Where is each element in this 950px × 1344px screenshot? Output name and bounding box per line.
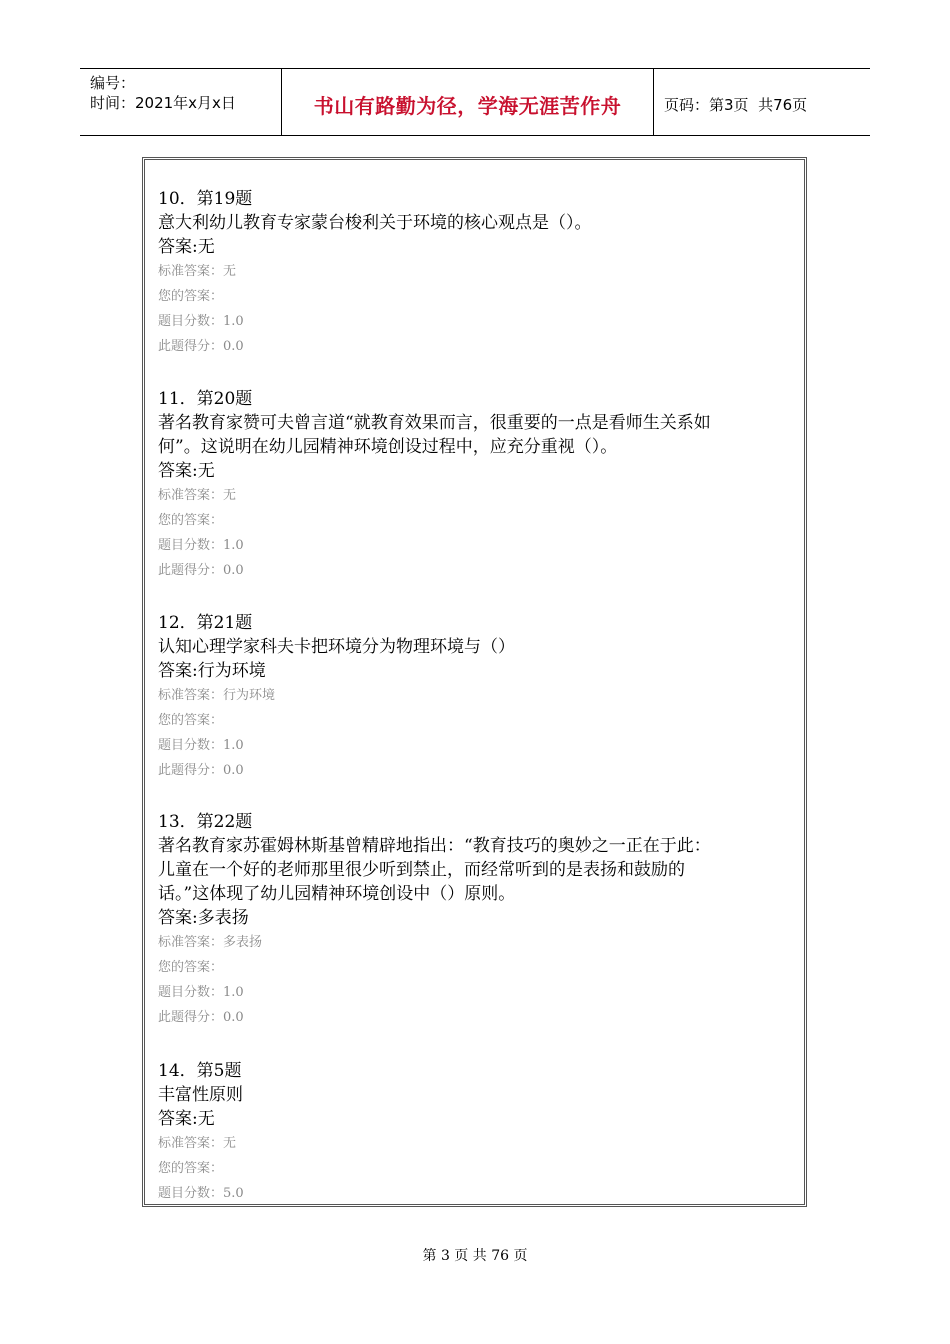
question-title: 12．第21题: [158, 613, 253, 633]
standard-answer: 标准答案：多表扬: [158, 935, 263, 950]
answer-line: 答案:无: [158, 1109, 215, 1129]
question-item: [158, 611, 798, 783]
question-stem: 认知心理学家科夫卡把环境分为物理环境与（）: [158, 637, 515, 657]
standard-answer: 标准答案：无: [158, 1136, 237, 1151]
question-item: [158, 187, 798, 359]
page-number-header: [654, 69, 870, 135]
standard-answer: 标准答案：行为环境: [158, 688, 276, 703]
question-stem: 意大利幼儿教育专家蒙台梭利关于环境的核心观点是（）。: [158, 213, 592, 233]
answer-line: 答案:无: [158, 461, 215, 481]
question-item: [158, 1059, 798, 1206]
question-score: 题目分数：1.0: [158, 738, 244, 753]
standard-answer: 标准答案：无: [158, 264, 237, 279]
question-item: [158, 810, 798, 1030]
earned-score: 此题得分：0.0: [158, 763, 244, 778]
question-title: 14．第5题: [158, 1061, 242, 1081]
question-score: 题目分数：1.0: [158, 985, 244, 1000]
question-list-box: [142, 157, 807, 1207]
code-label: 编号：: [90, 74, 136, 92]
your-answer: 您的答案：: [158, 1161, 224, 1176]
question-title: 11．第20题: [158, 389, 253, 409]
your-answer: 您的答案：: [158, 513, 224, 528]
page-label: 页码：第3页 共76页: [664, 95, 808, 114]
question-stem: 丰富性原则: [158, 1085, 243, 1105]
question-stem: 儿童在一个好的老师那里很少听到禁止，而经常听到的是表扬和鼓励的: [158, 860, 685, 880]
question-score: 题目分数：1.0: [158, 538, 244, 553]
date-label: 时间：2021年x月x日: [90, 94, 236, 112]
question-item: [158, 387, 798, 583]
earned-score: 此题得分：0.0: [158, 1010, 244, 1025]
your-answer: 您的答案：: [158, 960, 224, 975]
your-answer: 您的答案：: [158, 713, 224, 728]
question-title: 13．第22题: [158, 812, 253, 832]
standard-answer: 标准答案：无: [158, 488, 237, 503]
question-title: 10．第19题: [158, 189, 253, 209]
answer-line: 答案:行为环境: [158, 661, 266, 681]
question-stem: 著名教育家赞可夫曾言道“就教育效果而言，很重要的一点是看师生关系如: [158, 413, 711, 433]
earned-score: 此题得分：0.0: [158, 339, 244, 354]
header-left-cell: [80, 69, 282, 135]
answer-line: 答案:无: [158, 237, 215, 257]
motto: 书山有路勤为径，学海无涯苦作舟: [282, 69, 654, 135]
answer-line: 答案:多表扬: [158, 908, 249, 928]
question-score: 题目分数：1.0: [158, 314, 244, 329]
earned-score: 此题得分：0.0: [158, 563, 244, 578]
question-score: 题目分数：5.0: [158, 1186, 244, 1201]
page-footer: 第 3 页 共 76 页: [422, 1248, 528, 1264]
page-header: [80, 68, 870, 136]
question-stem: 何”。这说明在幼儿园精神环境创设过程中，应充分重视（）。: [158, 437, 618, 457]
question-stem: 著名教育家苏霍姆林斯基曾精辟地指出：“教育技巧的奥妙之一正在于此：: [158, 836, 711, 856]
your-answer: 您的答案：: [158, 289, 224, 304]
question-stem: 话。”这体现了幼儿园精神环境创设中（）原则。: [158, 884, 516, 904]
